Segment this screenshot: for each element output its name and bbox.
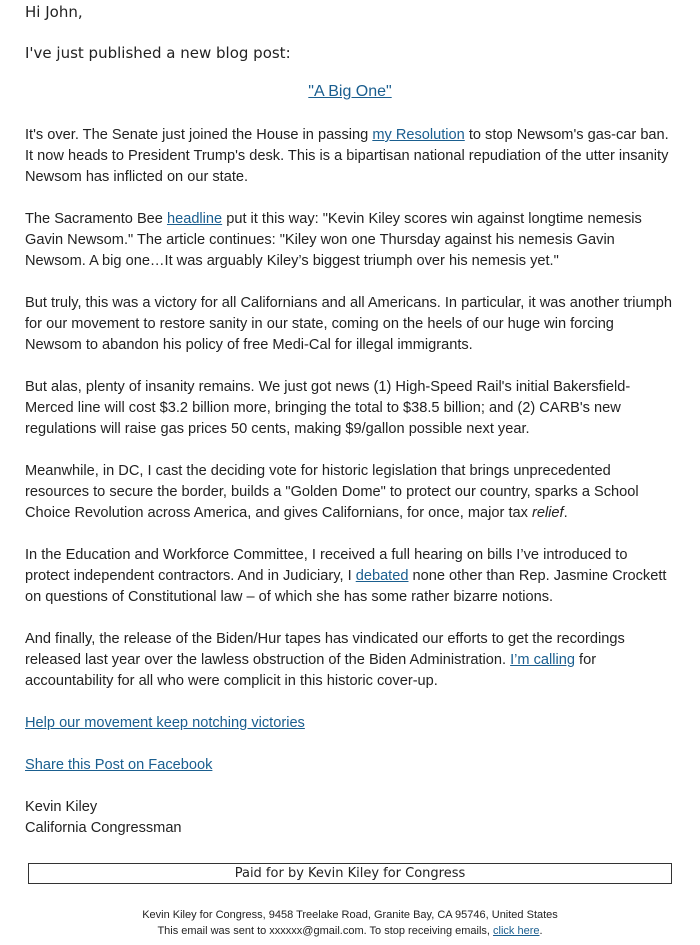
paragraph-sacramento-bee: The Sacramento Bee headline put it this way: "Kevin Kiley scores win against longtime nemesis Gavin Newsom." The article continues: "Kiley won one Thursday against his nemesis Gavin Newsom. A big one…It was arguably Kiley’s biggest triumph over his nemesis yet." — [25, 211, 642, 269]
share-paragraph — [25, 755, 673, 776]
signature-name: Kevin Kiley — [25, 799, 98, 815]
email-intro: I've just published a new blog post: — [25, 44, 291, 62]
share-facebook-link[interactable]: Share this Post on Facebook — [25, 757, 213, 773]
paragraph-biden-tapes: And finally, the release of the Biden/Hur tapes has vindicated our efforts to get the recordings released last year over the lawless obstruction of the Biden Administration. I’m calling for accountability for all who were complicit in this historic cover-up. — [25, 631, 625, 689]
post-title-link[interactable]: "A Big One" — [308, 83, 392, 100]
relief-emphasis: relief — [531, 505, 564, 521]
paid-for-disclaimer: Paid for by Kevin Kiley for Congress — [28, 863, 672, 884]
paragraph-insanity: But alas, plenty of insanity remains. We just got news (1) High-Speed Rail's initial Bakersfield-Merced line will cost $3.2 billion more, bringing the total to $38.5 billion; and (2) CARB's new regulations will raise gas prices 50 cents, making $9/gallon possible next year. — [25, 379, 631, 437]
paragraph-victory: But truly, this was a victory for all Californians and all Americans. In particular, it was another triumph for our movement to restore sanity in our state, coming on the heels of our huge win forcing Newsom to abandon his policy of free Medi-Cal for illegal immigrants. — [25, 295, 672, 353]
footer-info — [0, 907, 700, 939]
footer-address: Kevin Kiley for Congress, 9458 Treelake Road, Granite Bay, CA 95746, United States — [142, 909, 558, 921]
post-title — [0, 81, 700, 103]
unsubscribe-link[interactable]: click here — [493, 925, 540, 937]
debated-link[interactable]: debated — [355, 568, 409, 584]
email-body — [25, 125, 673, 839]
email-greeting: Hi John, — [25, 3, 83, 21]
paragraph-committee: In the Education and Workforce Committee, I received a full hearing on bills I’ve introduced to protect independent contractors. And in Judiciary, I debated none other than Rep. Jasmine Crockett on questions of Constitutional law – of which she has some rather bizarre notions. — [25, 547, 667, 605]
resolution-link[interactable]: my Resolution — [372, 127, 465, 143]
calling-link[interactable]: I’m calling — [510, 652, 575, 668]
headline-link[interactable]: headline — [166, 211, 223, 227]
paragraph-dc-vote: Meanwhile, in DC, I cast the deciding vote for historic legislation that brings unprecedented resources to secure the border, builds a "Golden Dome" to protect our country, sparks a School Choice Revolution across America, and gives Californians, for once, major tax relief. — [25, 463, 639, 521]
footer-sent-to: This email was sent to xxxxxx@gmail.com. To stop receiving emails, click here. — [157, 925, 543, 937]
signature-title: California Congressman — [25, 820, 182, 836]
paragraph-resolution: It's over. The Senate just joined the House in passing my Resolution to stop Newsom's gas-car ban. It now heads to President Trump's desk. This is a bipartisan national repudiation of the utter insanity Newsom has inflicted on our state. — [25, 127, 669, 185]
donate-link[interactable]: Help our movement keep notching victories — [25, 715, 305, 731]
donate-paragraph — [25, 713, 673, 734]
